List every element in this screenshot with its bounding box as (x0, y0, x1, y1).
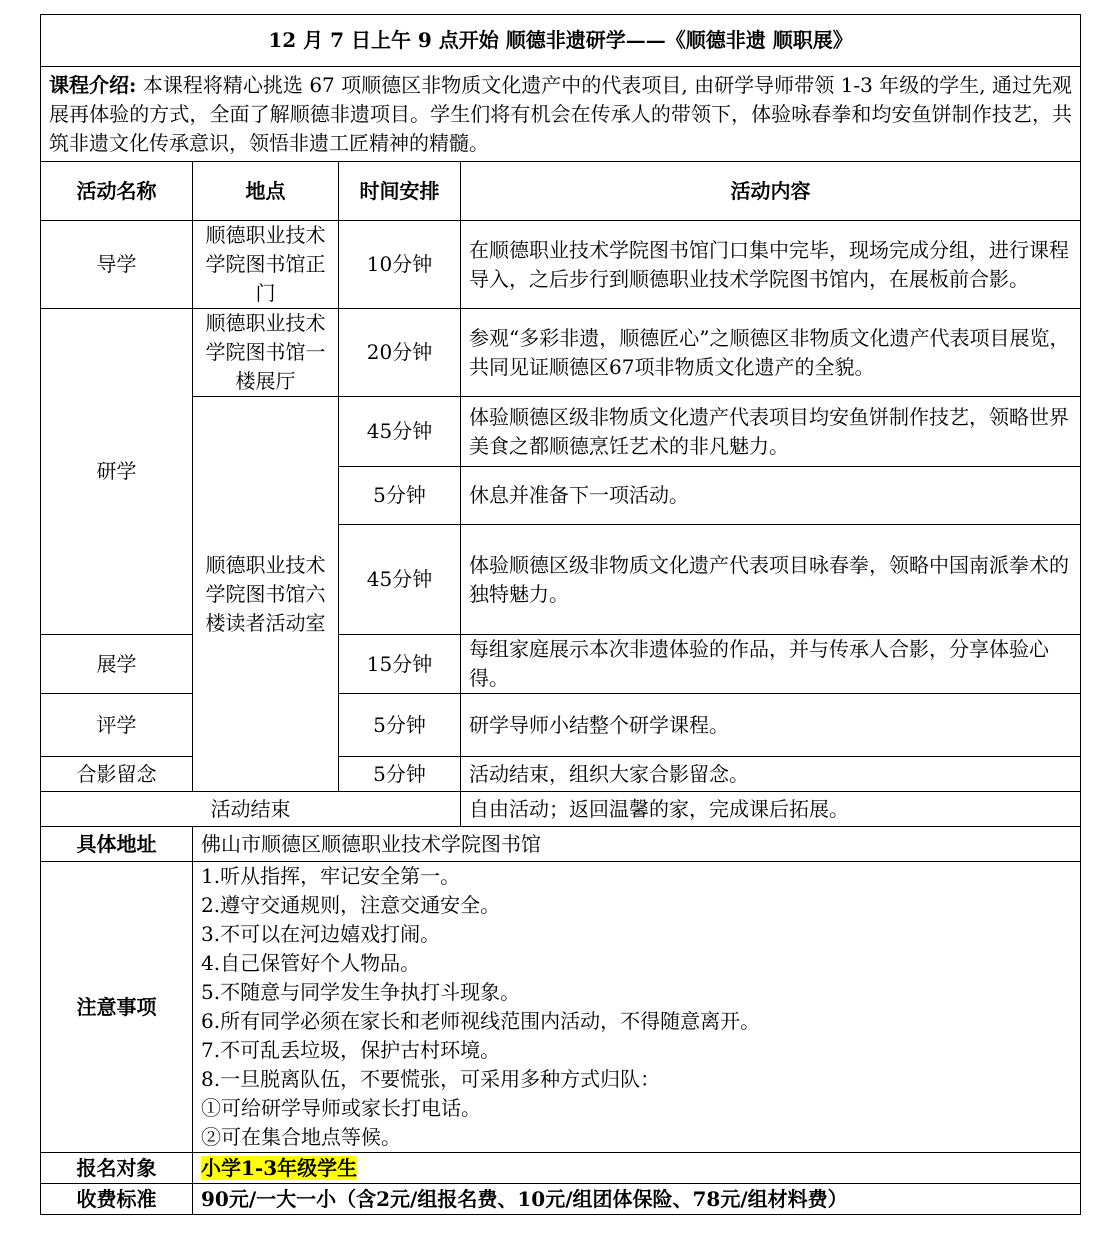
notice-item: 6.所有同学必须在家长和老师视线范围内活动，不得随意离开。 (201, 1009, 761, 1033)
fee-value: 90元/一大一小（含2元/组报名费、10元/组团体保险、78元/组材料费） (193, 1184, 1081, 1215)
audience-value: 小学1-3年级学生 (201, 1155, 358, 1180)
activity-name-show: 展学 (41, 635, 193, 694)
content-show: 每组家庭展示本次非遗体验的作品，并与传承人合影，分享体验心得。 (461, 635, 1081, 694)
address-label: 具体地址 (41, 827, 193, 862)
course-schedule-table (40, 14, 1081, 1215)
notice-item: 1.听从指挥，牢记安全第一。 (201, 864, 461, 888)
activity-name-photo: 合影留念 (41, 757, 193, 792)
table-row (41, 397, 1081, 467)
time-photo: 5分钟 (339, 757, 461, 792)
header-location: 地点 (193, 162, 339, 221)
activity-end-label: 活动结束 (41, 792, 461, 827)
notice-list (193, 862, 1081, 1153)
time-study-exhibit: 20分钟 (339, 309, 461, 397)
content-fishcake: 体验顺德区级非物质文化遗产代表项目均安鱼饼制作技艺，领略世界美食之都顺德烹饪艺术的非凡魅力。 (461, 397, 1081, 467)
course-intro-text: 本课程将精心挑选 67 项顺德区非物质文化遗产中的代表项目, 由研学导师带领 1-3 年级的学生, 通过先观展再体验的方式，全面了解顺德非遗项目。学生们将有机会在传承人的带领下，体验咏春拳和均安鱼饼制作技艺，共筑非遗文化传承意识，领悟非遗工匠精神的精髓。 (49, 72, 1073, 155)
activity-name-review: 评学 (41, 694, 193, 757)
location-study-hall: 顺德职业技术学院图书馆一楼展厅 (193, 309, 339, 397)
time-show: 15分钟 (339, 635, 461, 694)
table-row (41, 221, 1081, 309)
activity-name-guide: 导学 (41, 221, 193, 309)
audience-label: 报名对象 (41, 1153, 193, 1184)
time-break: 5分钟 (339, 467, 461, 525)
notice-item: 3.不可以在河边嬉戏打闹。 (201, 922, 441, 946)
content-photo: 活动结束，组织大家合影留念。 (461, 757, 1081, 792)
notice-item: 7.不可乱丢垃圾，保护古村环境。 (201, 1038, 501, 1062)
content-break: 休息并准备下一项活动。 (461, 467, 1081, 525)
content-review: 研学导师小结整个研学课程。 (461, 694, 1081, 757)
activity-name-study: 研学 (41, 309, 193, 635)
audience-cell (193, 1153, 1081, 1184)
course-intro (41, 67, 1081, 162)
content-study-exhibit: 参观“多彩非遗，顺德匠心”之顺德区非物质文化遗产代表项目展览，共同见证顺德区67项非物质文化遗产的全貌。 (461, 309, 1081, 397)
fee-label: 收费标准 (41, 1184, 193, 1215)
time-wingchun: 45分钟 (339, 525, 461, 635)
content-guide: 在顺德职业技术学院图书馆门口集中完毕，现场完成分组，进行课程导入，之后步行到顺德职业技术学院图书馆内，在展板前合影。 (461, 221, 1081, 309)
time-fishcake: 45分钟 (339, 397, 461, 467)
header-content: 活动内容 (461, 162, 1081, 221)
notice-item: ②可在集合地点等候。 (201, 1125, 401, 1149)
time-review: 5分钟 (339, 694, 461, 757)
table-row (41, 792, 1081, 827)
header-activity-name: 活动名称 (41, 162, 193, 221)
page-title: 12 月 7 日上午 9 点开始 顺德非遗研学——《顺德非遗 顺职展》 (41, 15, 1081, 67)
table-row (41, 309, 1081, 397)
content-wingchun: 体验顺德区级非物质文化遗产代表项目咏春拳，领略中国南派拳术的独特魅力。 (461, 525, 1081, 635)
notice-item: 8.一旦脱离队伍，不要慌张，可采用多种方式归队： (201, 1067, 661, 1091)
course-intro-label: 课程介绍: (49, 72, 137, 97)
location-guide: 顺德职业技术学院图书馆正门 (193, 221, 339, 309)
address-value: 佛山市顺德区顺德职业技术学院图书馆 (193, 827, 1081, 862)
notice-label: 注意事项 (41, 862, 193, 1153)
time-guide: 10分钟 (339, 221, 461, 309)
header-time: 时间安排 (339, 162, 461, 221)
notice-item: 2.遵守交通规则，注意交通安全。 (201, 893, 501, 917)
notice-item: 4.自己保管好个人物品。 (201, 951, 421, 975)
location-study-room: 顺德职业技术学院图书馆六楼读者活动室 (193, 397, 339, 792)
activity-end-content: 自由活动；返回温馨的家，完成课后拓展。 (461, 792, 1081, 827)
notice-item: ①可给研学导师或家长打电话。 (201, 1096, 481, 1120)
notice-item: 5.不随意与同学发生争执打斗现象。 (201, 980, 521, 1004)
